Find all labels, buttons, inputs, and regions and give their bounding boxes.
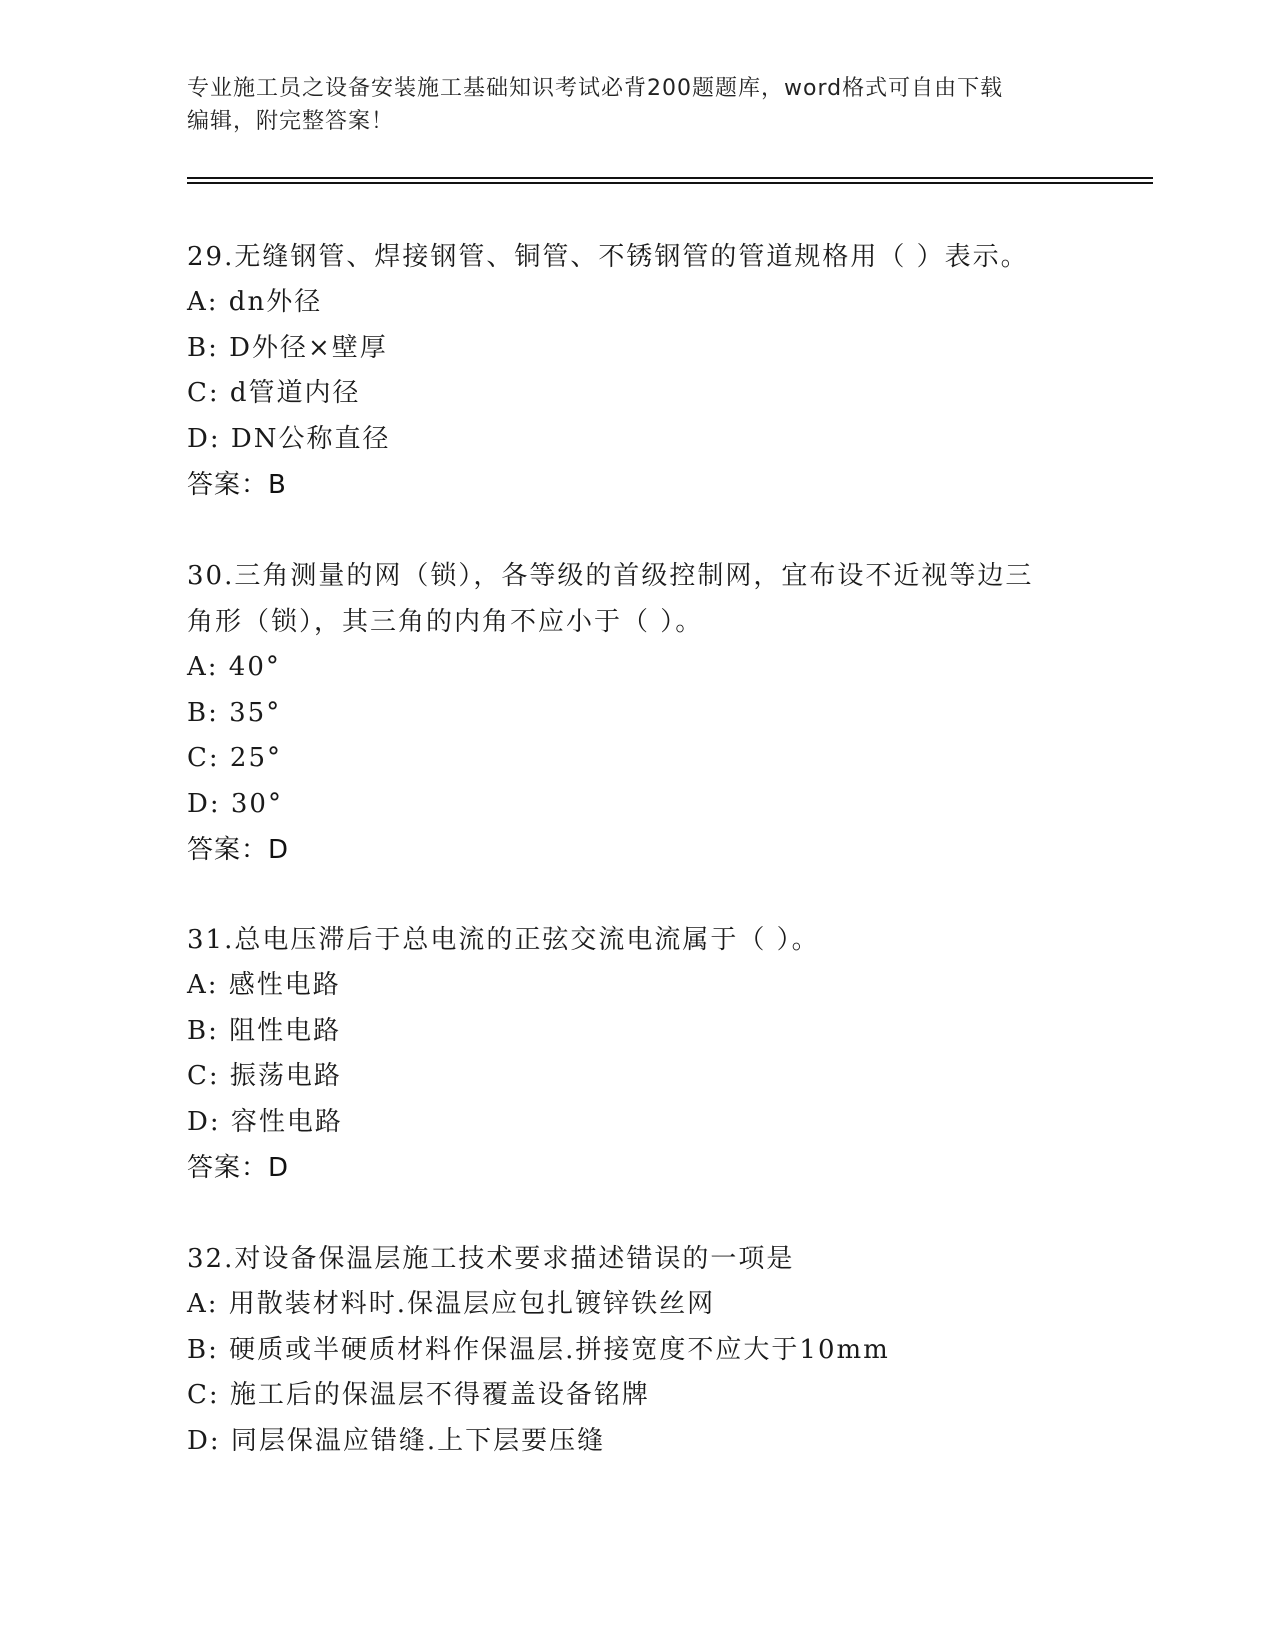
answer: 答案：B	[187, 470, 287, 500]
option-a: A: 感性电路	[187, 970, 341, 1000]
option-a: A: 用散装材料时.保温层应包扎镀锌铁丝网	[187, 1289, 716, 1319]
option-d: D: 同层保温应错缝.上下层要压缝	[187, 1425, 606, 1456]
option-b: B: 阻性电路	[187, 1015, 342, 1046]
question-30	[187, 553, 1087, 873]
question-stem: 29.无缝钢管、焊接钢管、铜管、不锈钢管的管道规格用（ ）表示。	[187, 242, 1029, 272]
question-stem: 32.对设备保温层施工技术要求描述错误的一项是	[187, 1244, 795, 1274]
option-d: D: 30°	[187, 788, 283, 819]
question-29	[187, 234, 1087, 508]
question-stem: 30.三角测量的网（锁），各等级的首级控制网，宜布设不近视等边三	[187, 561, 1034, 591]
option-a: A: dn外径	[187, 287, 323, 317]
option-c: C: 施工后的保温层不得覆盖设备铭牌	[187, 1380, 650, 1410]
option-b: B: D外径×壁厚	[187, 332, 388, 363]
question-stem-continued: 角形（锁），其三角的内角不应小于（ ）。	[187, 607, 704, 637]
question-31	[187, 917, 1087, 1191]
option-b: B: 35°	[187, 697, 282, 728]
option-d: D: 容性电路	[187, 1106, 343, 1137]
question-stem: 31.总电压滞后于总电流的正弦交流电流属于（ ）。	[187, 925, 820, 955]
option-d: D: DN公称直径	[187, 423, 391, 454]
option-a: A: 40°	[187, 652, 281, 682]
option-b: B: 硬质或半硬质材料作保温层.拼接宽度不应大于10mm	[187, 1334, 890, 1365]
header-line-2: 编辑，附完整答案！	[187, 109, 395, 134]
document-header	[187, 72, 1067, 138]
header-rule-bottom	[187, 182, 1153, 184]
option-c: C: 25°	[187, 743, 283, 773]
header-rule-top	[187, 177, 1153, 179]
answer: 答案：D	[187, 1153, 290, 1183]
answer: 答案：D	[187, 835, 290, 865]
option-c: C: d管道内径	[187, 378, 361, 408]
header-line-1: 专业施工员之设备安装施工基础知识考试必背200题题库，word格式可自由下载	[187, 76, 1004, 101]
option-c: C: 振荡电路	[187, 1061, 342, 1091]
question-32	[187, 1236, 1087, 1464]
